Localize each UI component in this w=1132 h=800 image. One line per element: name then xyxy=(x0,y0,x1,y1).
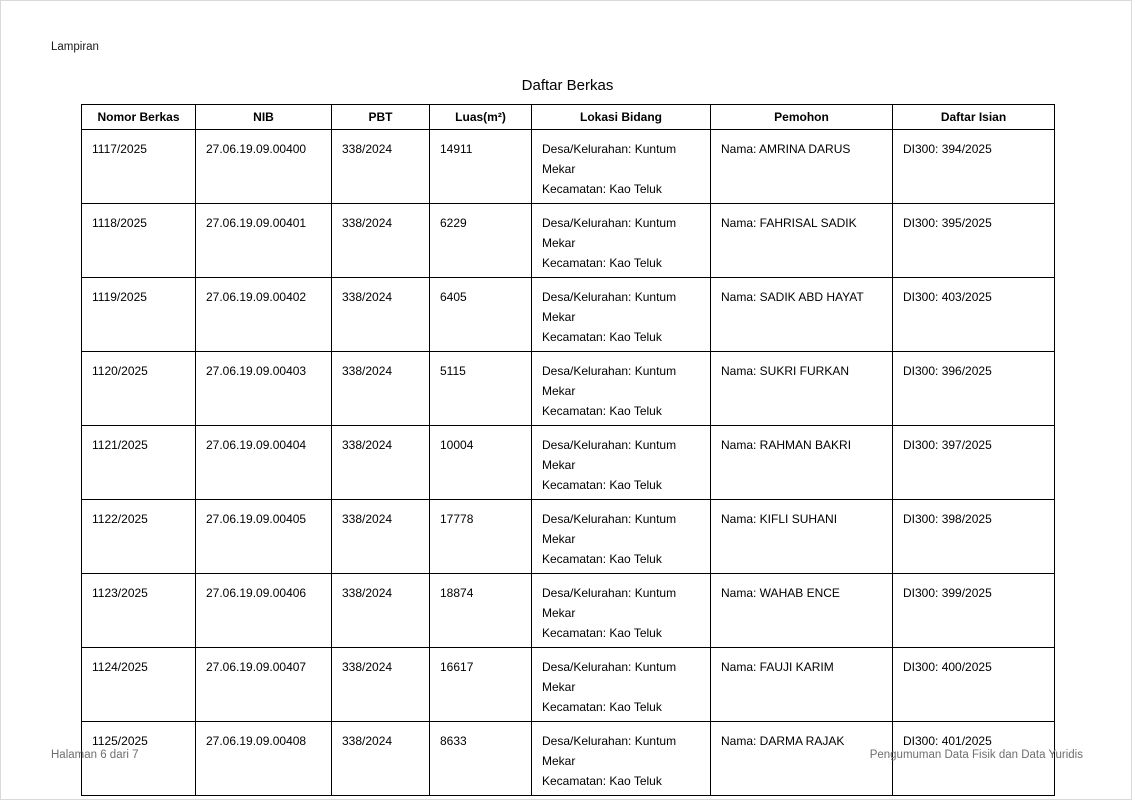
cell-daftar-isian: DI300: 400/2025 xyxy=(893,648,1055,722)
cell-luas: 5115 xyxy=(430,352,532,426)
col-header-lokasi-bidang: Lokasi Bidang xyxy=(532,105,711,130)
col-header-nib: NIB xyxy=(196,105,332,130)
cell-pemohon: Nama: FAHRISAL SADIK xyxy=(711,204,893,278)
table-body xyxy=(82,130,1055,796)
table-row xyxy=(82,278,1055,352)
lokasi-kecamatan: Kecamatan: Kao Teluk xyxy=(542,552,662,566)
cell-nomor-berkas: 1123/2025 xyxy=(82,574,196,648)
cell-luas: 8633 xyxy=(430,722,532,796)
col-header-nomor-berkas: Nomor Berkas xyxy=(82,105,196,130)
cell-pemohon: Nama: DARMA RAJAK xyxy=(711,722,893,796)
lokasi-desa-kelurahan: Desa/Kelurahan: Kuntum Mekar xyxy=(542,512,677,546)
cell-lokasi-bidang xyxy=(532,204,711,278)
lokasi-kecamatan: Kecamatan: Kao Teluk xyxy=(542,478,662,492)
lampiran-label: Lampiran xyxy=(51,41,99,53)
table-row xyxy=(82,648,1055,722)
cell-daftar-isian: DI300: 399/2025 xyxy=(893,574,1055,648)
cell-luas: 16617 xyxy=(430,648,532,722)
cell-lokasi-bidang xyxy=(532,574,711,648)
cell-nomor-berkas: 1124/2025 xyxy=(82,648,196,722)
footer-document-name: Pengumuman Data Fisik dan Data Yuridis xyxy=(869,749,1083,761)
cell-luas: 10004 xyxy=(430,426,532,500)
cell-lokasi-bidang xyxy=(532,500,711,574)
cell-pemohon: Nama: SUKRI FURKAN xyxy=(711,352,893,426)
cell-daftar-isian: DI300: 398/2025 xyxy=(893,500,1055,574)
cell-nomor-berkas: 1120/2025 xyxy=(82,352,196,426)
cell-nomor-berkas: 1125/2025 xyxy=(82,722,196,796)
footer-page-number: Halaman 6 dari 7 xyxy=(51,749,139,761)
cell-nib: 27.06.19.09.00404 xyxy=(196,426,332,500)
cell-nomor-berkas: 1121/2025 xyxy=(82,426,196,500)
cell-lokasi-bidang xyxy=(532,648,711,722)
cell-pbt: 338/2024 xyxy=(332,278,430,352)
table-row xyxy=(82,574,1055,648)
cell-pemohon: Nama: RAHMAN BAKRI xyxy=(711,426,893,500)
lokasi-desa-kelurahan: Desa/Kelurahan: Kuntum Mekar xyxy=(542,142,677,176)
cell-nomor-berkas: 1118/2025 xyxy=(82,204,196,278)
cell-daftar-isian: DI300: 403/2025 xyxy=(893,278,1055,352)
table-row xyxy=(82,426,1055,500)
lokasi-kecamatan: Kecamatan: Kao Teluk xyxy=(542,774,662,788)
page-footer xyxy=(51,749,1083,761)
cell-nomor-berkas: 1117/2025 xyxy=(82,130,196,204)
cell-daftar-isian: DI300: 395/2025 xyxy=(893,204,1055,278)
lokasi-desa-kelurahan: Desa/Kelurahan: Kuntum Mekar xyxy=(542,216,677,250)
cell-pbt: 338/2024 xyxy=(332,574,430,648)
cell-nib: 27.06.19.09.00400 xyxy=(196,130,332,204)
cell-pbt: 338/2024 xyxy=(332,722,430,796)
table-header xyxy=(82,105,1055,130)
cell-lokasi-bidang xyxy=(532,426,711,500)
daftar-berkas-table xyxy=(81,104,1055,796)
cell-luas: 17778 xyxy=(430,500,532,574)
cell-nomor-berkas: 1119/2025 xyxy=(82,278,196,352)
lokasi-kecamatan: Kecamatan: Kao Teluk xyxy=(542,626,662,640)
cell-lokasi-bidang xyxy=(532,352,711,426)
lokasi-desa-kelurahan: Desa/Kelurahan: Kuntum Mekar xyxy=(542,364,677,398)
table-row xyxy=(82,204,1055,278)
cell-lokasi-bidang xyxy=(532,278,711,352)
cell-nib: 27.06.19.09.00406 xyxy=(196,574,332,648)
table-row xyxy=(82,130,1055,204)
header-row xyxy=(82,105,1055,130)
cell-luas: 6229 xyxy=(430,204,532,278)
lokasi-desa-kelurahan: Desa/Kelurahan: Kuntum Mekar xyxy=(542,438,677,472)
lokasi-kecamatan: Kecamatan: Kao Teluk xyxy=(542,404,662,418)
col-header-daftar-isian: Daftar Isian xyxy=(893,105,1055,130)
cell-nib: 27.06.19.09.00405 xyxy=(196,500,332,574)
cell-pemohon: Nama: FAUJI KARIM xyxy=(711,648,893,722)
lokasi-kecamatan: Kecamatan: Kao Teluk xyxy=(542,700,662,714)
cell-nib: 27.06.19.09.00403 xyxy=(196,352,332,426)
lokasi-desa-kelurahan: Desa/Kelurahan: Kuntum Mekar xyxy=(542,660,677,694)
lokasi-kecamatan: Kecamatan: Kao Teluk xyxy=(542,330,662,344)
cell-pemohon: Nama: AMRINA DARUS xyxy=(711,130,893,204)
lokasi-desa-kelurahan: Desa/Kelurahan: Kuntum Mekar xyxy=(542,586,677,620)
cell-pbt: 338/2024 xyxy=(332,204,430,278)
cell-nib: 27.06.19.09.00401 xyxy=(196,204,332,278)
col-header-luas: Luas(m²) xyxy=(430,105,532,130)
cell-pemohon: Nama: WAHAB ENCE xyxy=(711,574,893,648)
cell-pbt: 338/2024 xyxy=(332,648,430,722)
cell-pbt: 338/2024 xyxy=(332,500,430,574)
page-title: Daftar Berkas xyxy=(521,77,614,94)
lokasi-desa-kelurahan: Desa/Kelurahan: Kuntum Mekar xyxy=(542,290,677,324)
cell-nib: 27.06.19.09.00408 xyxy=(196,722,332,796)
cell-nib: 27.06.19.09.00407 xyxy=(196,648,332,722)
cell-daftar-isian: DI300: 401/2025 xyxy=(893,722,1055,796)
lokasi-kecamatan: Kecamatan: Kao Teluk xyxy=(542,256,662,270)
col-header-pbt: PBT xyxy=(332,105,430,130)
cell-daftar-isian: DI300: 397/2025 xyxy=(893,426,1055,500)
lokasi-kecamatan: Kecamatan: Kao Teluk xyxy=(542,182,662,196)
cell-pemohon: Nama: KIFLI SUHANI xyxy=(711,500,893,574)
cell-nib: 27.06.19.09.00402 xyxy=(196,278,332,352)
cell-luas: 18874 xyxy=(430,574,532,648)
table-row xyxy=(82,352,1055,426)
cell-pbt: 338/2024 xyxy=(332,426,430,500)
cell-daftar-isian: DI300: 394/2025 xyxy=(893,130,1055,204)
col-header-pemohon: Pemohon xyxy=(711,105,893,130)
cell-nomor-berkas: 1122/2025 xyxy=(82,500,196,574)
table-row xyxy=(82,500,1055,574)
cell-pemohon: Nama: SADIK ABD HAYAT xyxy=(711,278,893,352)
cell-pbt: 338/2024 xyxy=(332,130,430,204)
cell-luas: 6405 xyxy=(430,278,532,352)
cell-pbt: 338/2024 xyxy=(332,352,430,426)
cell-daftar-isian: DI300: 396/2025 xyxy=(893,352,1055,426)
lokasi-desa-kelurahan: Desa/Kelurahan: Kuntum Mekar xyxy=(542,734,677,768)
cell-luas: 14911 xyxy=(430,130,532,204)
cell-lokasi-bidang xyxy=(532,130,711,204)
